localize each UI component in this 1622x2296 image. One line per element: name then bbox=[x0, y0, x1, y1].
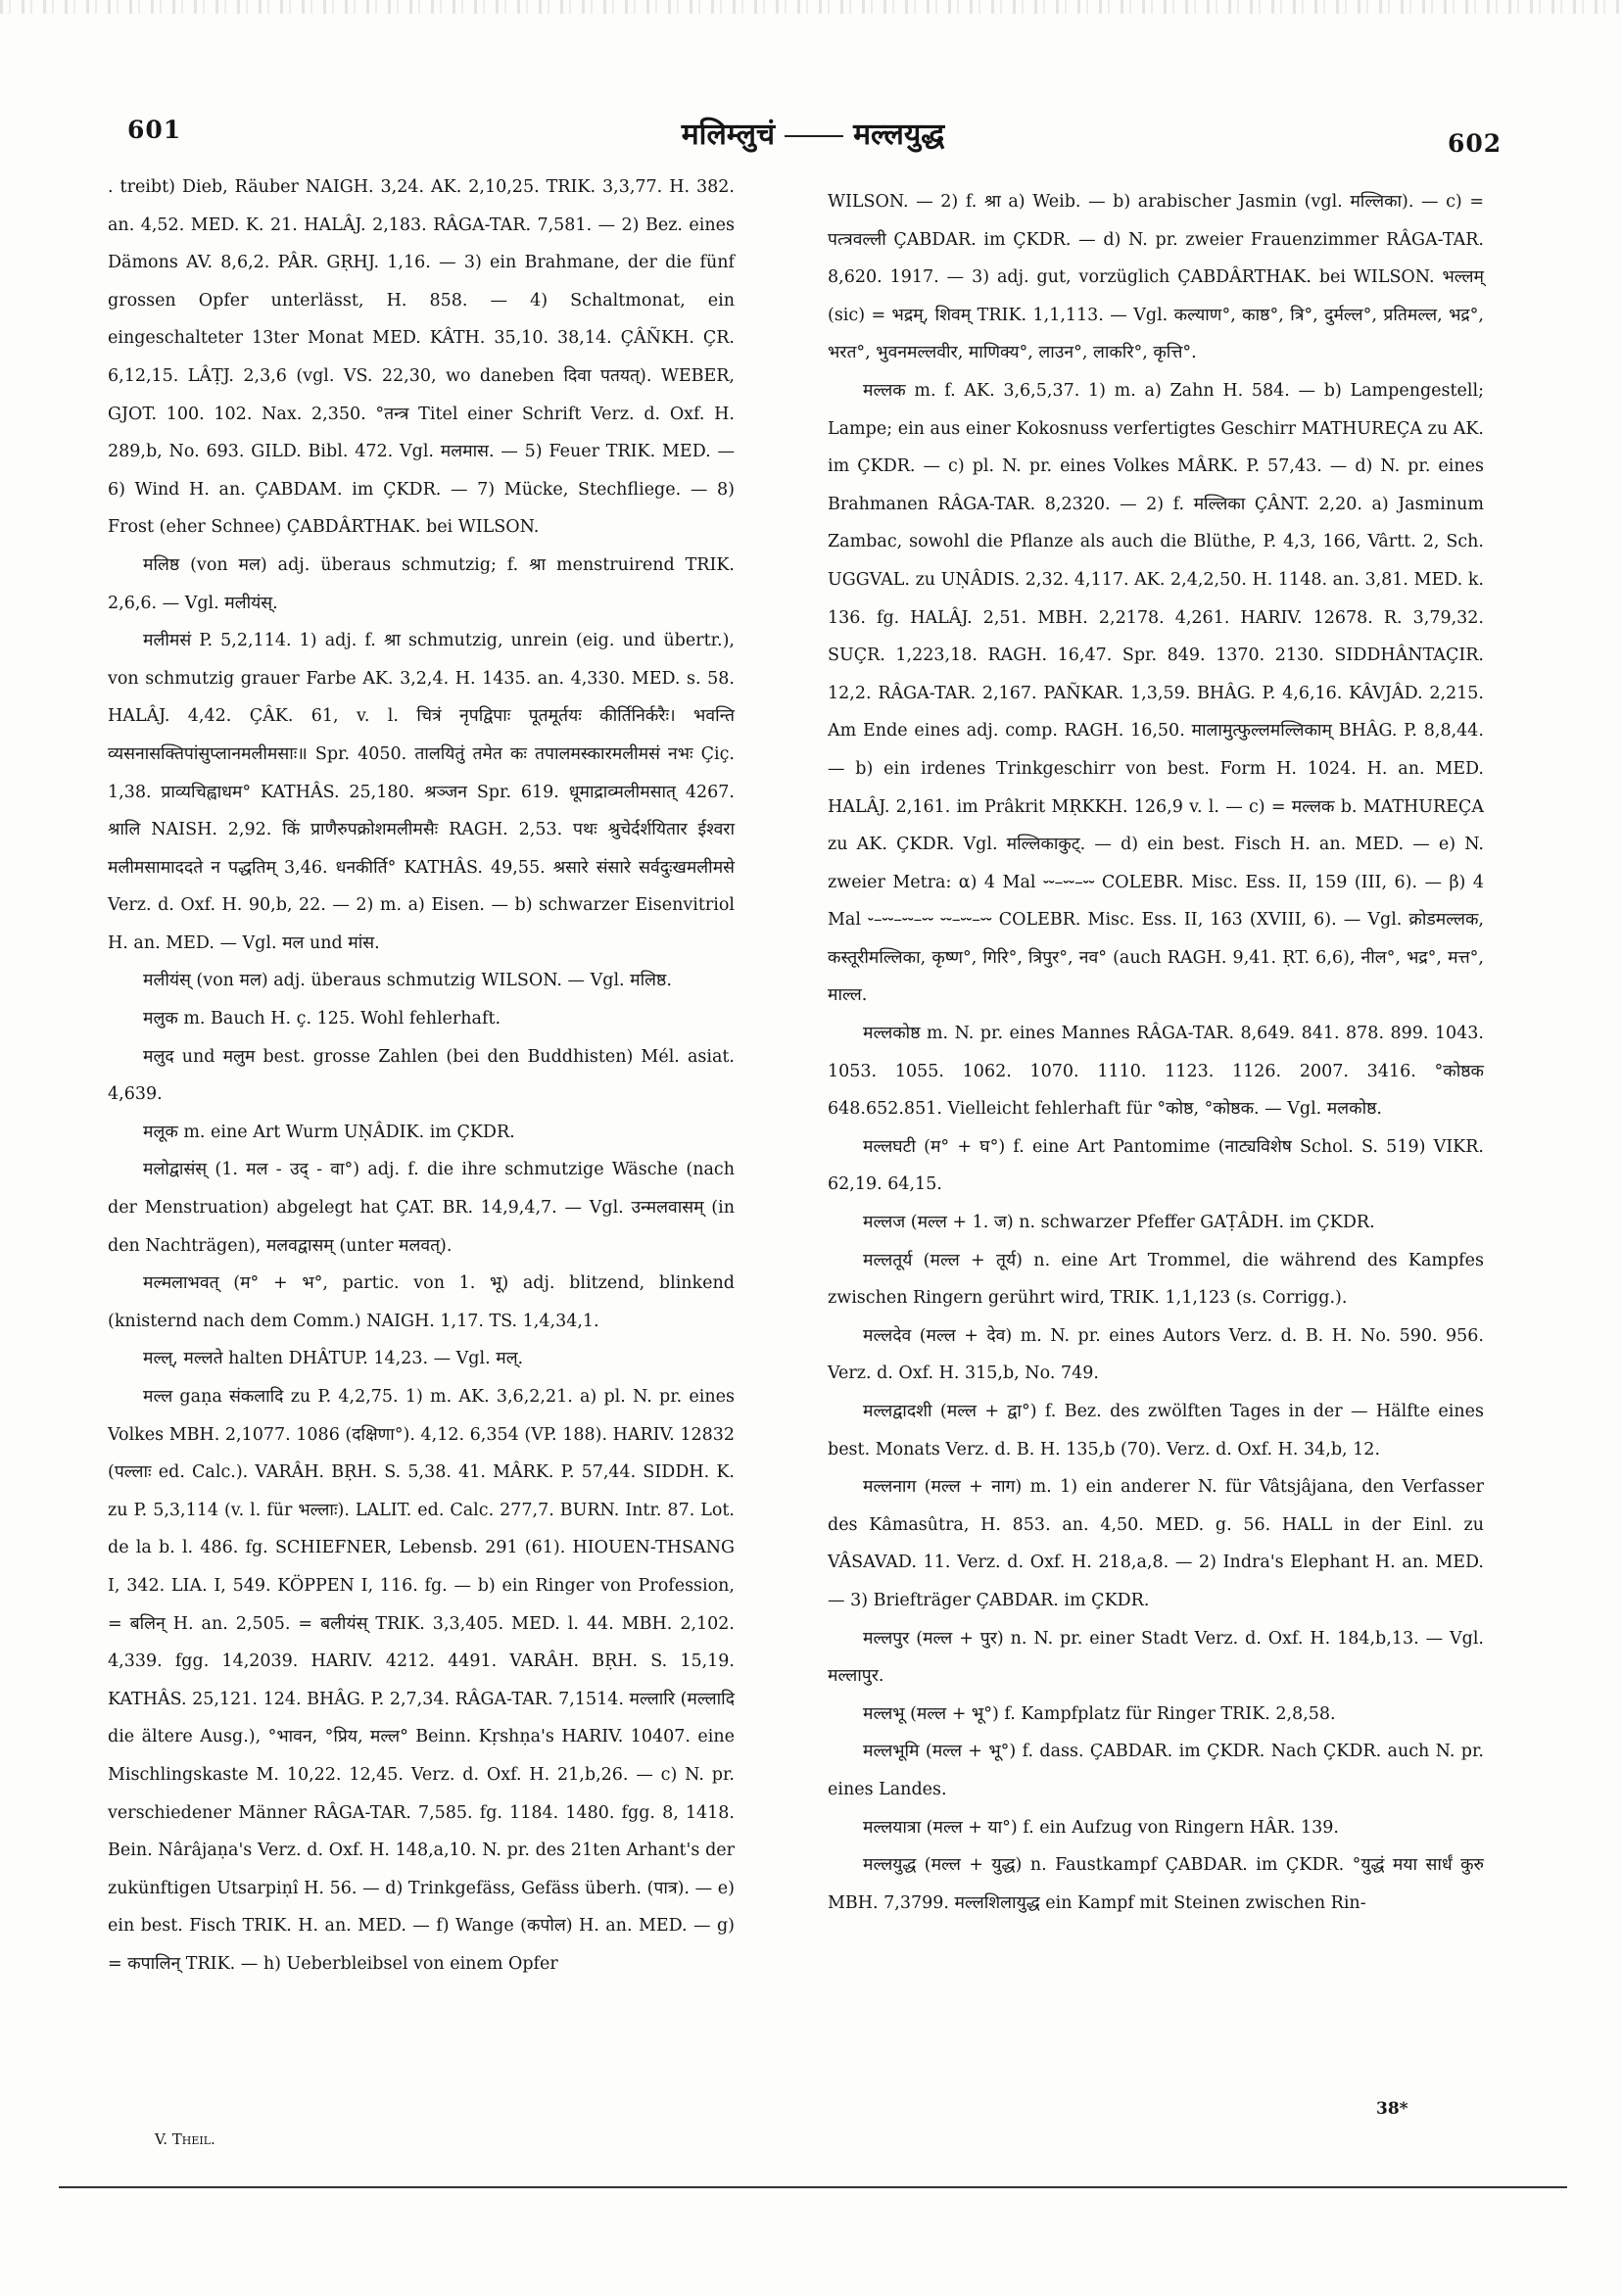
dictionary-entry: मल्लद्वादशी (मल्ल + द्वा°) f. Bez. des zwölften Tages in der — Hälfte eines best. Monats Verz. d. B. H. 135,b (70). Verz. d. Oxf. H. 34,b, 12. bbox=[828, 1402, 1484, 1459]
header-first-word: मलिम्लुचं bbox=[681, 118, 776, 152]
dictionary-entry: मल्लभू (मल्ल + भू°) f. Kampfplatz für Ringer TRIK. 2,8,58. bbox=[863, 1703, 1336, 1724]
dictionary-entry: मलीयंस् (von मल) adj. überaus schmutzig WILSON. — Vgl. मलिष्ठ. bbox=[143, 971, 672, 991]
page-number-left: 601 bbox=[127, 116, 182, 144]
scan-noise bbox=[0, 0, 1622, 14]
left-column bbox=[108, 168, 735, 1984]
dictionary-entry: मल्लतूर्य (मल्ल + तूर्य) n. eine Art Trommel, die während des Kampfes zwischen Ringern gerührt wird, TRIK. 1,1,123 (s. Corrigg.). bbox=[828, 1250, 1484, 1309]
signature-left: V. Theil. bbox=[155, 2130, 215, 2148]
dictionary-entry: मल्लक m. f. AK. 3,6,5,37. 1) m. a) Zahn H. 584. — b) Lampengestell; Lampe; ein aus einer Kokosnuss verfertigtes Geschirr MATHUREÇA zu AK. im ÇKDR. — c) pl. N. pr. eines Volkes MÂRK. P. 57,43. — d) N. pr. eines Brahmanen RÂGA-TAR. 8,2320. — 2) f. मल्लिका ÇÂNT. 2,20. a) Jasminum Zambac, sowohl die Pflanze als auch die Blüthe, P. 4,3, 166, Vârtt. 2, Sch. UGGVAL. zu UṆÂDIS. 2,32. 4,117. AK. 2,4,2,50. H. 1148. an. 3,81. MED. k. 136. fg. HALÂJ. 2,51. MBH. 2,2178. 4,261. HARIV. 12678. R. 3,79,32. SUÇR. 1,223,18. RAGH. 16,47. Spr. 849. 1370. 2130. SIDDHÂNTAÇIR. 12,2. RÂGA-TAR. 2,167. PAÑKAR. 1,3,59. BHÂG. P. 4,6,16. KÂVJÂD. 2,215. Am Ende eines adj. comp. RAGH. 16,50. मालामुत्फुल्लमल्लिकाम् BHÂG. P. 8,8,44. — b) ein irdenes Trinkgeschirr von best. Form H. 1024. H. an. MED. HALÂJ. 2,161. im Prâkrit MṚKKH. 126,9 v. l. — c) = मल्लक b. MATHUREÇA zu AK. ÇKDR. Vgl. मल्लिकाकुट्. — d) ein best. Fisch H. an. MED. — e) N. zweier Metra: α) 4 Mal ⏑⏑–⏑⏑–⏑⏑ COLEBR. Misc. Ess. II, 159 (III, 6). — β) 4 Mal ⏑–⏑⏑–⏑⏑–⏑⏑ ⏑⏑–⏑⏑–⏑⏑ COLEBR. Misc. Ess. II, 163 (XVIII, 6). — Vgl. क्रोडमल्लक, कस्तूरीमल्लिका, कृष्ण°, गिरि°, त्रिपुर°, नव° (auch RAGH. 9,41. ṚT. 6,6), नील°, भद्र°, मत्त°, माल्ल. bbox=[828, 380, 1484, 1006]
page-number-right: 602 bbox=[1448, 129, 1503, 158]
dictionary-entry: मल्लयुद्ध (मल्ल + युद्ध) n. Faustkampf ÇABDAR. im ÇKDR. °युद्धं मया सार्धं कुरु MBH. 7,3799. मल्लशिलायुद्ध ein Kampf mit Steinen zwischen Rin- bbox=[828, 1855, 1484, 1913]
dictionary-entry: मल्ल्, मल्लते halten DHÂTUP. 14,23. — Vgl. मल्. bbox=[143, 1349, 524, 1369]
dictionary-entry: मलुद und मलुम best. grosse Zahlen (bei den Buddhisten) Mél. asiat. 4,639. bbox=[108, 1046, 735, 1105]
dictionary-entry: मल्लपुर (मल्ल + पुर) n. N. pr. einer Stadt Verz. d. Oxf. H. 184,b,13. — Vgl. मल्लापुर. bbox=[828, 1628, 1484, 1687]
dictionary-entry: मल्मलाभवत् (म° + भ°, partic. von 1. भू) adj. blitzend, blinkend (knisternd nach dem Comm.) NAIGH. 1,17. TS. 1,4,34,1. bbox=[108, 1273, 735, 1331]
dictionary-entry: . treibt) Dieb, Räuber NAIGH. 3,24. AK. 2,10,25. TRIK. 3,3,77. H. 382. an. 4,52. MED. K. 21. HALÂJ. 2,183. RÂGA-TAR. 7,581. — 2) Bez. eines Dämons AV. 8,6,2. PÂR. GṚHJ. 1,16. — 3) ein Brahmane, der die fünf grossen Opfer unterlässt, H. 858. — 4) Schaltmonat, ein eingeschalteter 13ter Monat MED. KÂTH. 35,10. 38,14. ÇÂÑKH. ÇR. 6,12,15. LÂṬJ. 2,3,6 (vgl. VS. 22,30, wo daneben दिवा पतयत्). WEBER, GJOT. 100. 102. Nax. 2,350. °तन्त्र Titel einer Schrift Verz. d. Oxf. H. 289,b, No. 693. GILD. Bibl. 472. Vgl. मलमास. — 5) Feuer TRIK. MED. — 6) Wind H. an. ÇABDAM. im ÇKDR. — 7) Mücke, Stechfliege. — 8) Frost (eher Schnee) ÇABDÂRTHAK. bei WILSON. bbox=[108, 177, 735, 538]
right-column bbox=[828, 183, 1484, 1922]
signature-right: 38* bbox=[1376, 2099, 1408, 2119]
running-header bbox=[666, 113, 960, 153]
dictionary-entry: मलिष्ठ (von मल) adj. überaus schmutzig; f. श्रा menstruirend TRIK. 2,6,6. — Vgl. मलीयंस्. bbox=[108, 554, 735, 613]
header-last-word: मल्लयुद्ध bbox=[853, 118, 945, 152]
dictionary-entry: मलीमसं P. 5,2,114. 1) adj. f. श्रा schmutzig, unrein (eig. und übertr.), von schmutzig grauer Farbe AK. 3,2,4. H. 1435. an. 4,330. MED. s. 58. HALÂJ. 4,42. ÇÂK. 61, v. l. चित्रं नृपद्विपाः पूतमूर्तयः कीर्तिनिर्करैः। भवन्ति व्यसनासक्तिपांसुप्लानमलीमसाः॥ Spr. 4050. तालयितुं तमेत कः तपालमस्कारमलीमसं नभः Çiç. 1,38. प्राव्यचिह्वाधम° KATHÂS. 25,180. श्रञ्जन Spr. 619. धूमाद्राव्मलीमसात् 4267. श्रालि NAISH. 2,92. किं प्राणैरुपक्रोशमलीमसैः RAGH. 2,53. पथः श्रुचेर्दर्शयितार ईश्वरा मलीमसामाददते न पद्धतिम् 3,46. धनकीर्ति° KATHÂS. 49,55. श्रसारे संसारे सर्वदुःखमलीमसे Verz. d. Oxf. H. 90,b, 22. — 2) m. a) Eisen. — b) schwarzer Eisenvitriol H. an. MED. — Vgl. मल und मांस. bbox=[108, 631, 735, 953]
dictionary-entry: मल्लनाग (मल्ल + नाग) m. 1) ein anderer N. für Vâtsjâjana, den Verfasser des Kâmasûtra, H. 853. an. 4,50. MED. g. 56. HALL in der Einl. zu VÂSAVAD. 11. Verz. d. Oxf. H. 218,a,8. — 2) Indra's Elephant H. an. MED. — 3) Briefträger ÇABDAR. im ÇKDR. bbox=[828, 1477, 1484, 1610]
dictionary-entry: मलूक m. eine Art Wurm UṆÂDIK. im ÇKDR. bbox=[143, 1122, 515, 1142]
bottom-rule bbox=[59, 2186, 1567, 2188]
dictionary-entry: मलोद्वासंस् (1. मल - उद् - वा°) adj. f. die ihre schmutzige Wäsche (nach der Menstruation) abgelegt hat ÇAT. BR. 14,9,4,7. — Vgl. उन्मलवासम् (in den Nachträgen), मलवद्वासम् (unter मलवत्). bbox=[108, 1160, 735, 1256]
dictionary-entry: मल्लकोष्ठ m. N. pr. eines Mannes RÂGA-TAR. 8,649. 841. 878. 899. 1043. 1053. 1055. 1062. 1070. 1110. 1123. 1126. 2007. 3416. °कोष्ठक 648.652.851. Vielleicht fehlerhaft für °कोष्ठ, °कोष्ठक. — Vgl. मलकोष्ठ. bbox=[828, 1024, 1484, 1120]
dictionary-entry: WILSON. — 2) f. श्रा a) Weib. — b) arabischer Jasmin (vgl. मल्लिका). — c) = पत्त्रवल्ली ÇABDAR. im ÇKDR. — d) N. pr. zweier Frauenzimmer RÂGA-TAR. 8,620. 1917. — 3) adj. gut, vorzüglich ÇABDÂRTHAK. bei WILSON. भल्लम् (sic) = भद्रम्, शिवम् TRIK. 1,1,113. — Vgl. कल्याण°, काष्ठ°, त्रि°, दुर्मल्ल°, प्रतिमल्ल, भद्र°, भरत°, भुवनमल्लवीर, माणिक्य°, लाउन°, लाकरि°, कृत्ति°. bbox=[828, 192, 1484, 363]
dictionary-entry: मल्लदेव (मल्ल + देव) m. N. pr. eines Autors Verz. d. B. H. No. 590. 956. Verz. d. Oxf. H. 315,b, No. 749. bbox=[828, 1325, 1484, 1384]
dictionary-entry: मल्लज (मल्ल + 1. ज) n. schwarzer Pfeffer GAṬÂDH. im ÇKDR. bbox=[863, 1213, 1375, 1233]
dictionary-entry: मलुक m. Bauch H. ç. 125. Wohl fehlerhaft. bbox=[143, 1009, 501, 1029]
header-dash bbox=[785, 135, 843, 137]
dictionary-entry: मल्लघटी (म° + घ°) f. eine Art Pantomime (नाट्यविशेष Schol. S. 519) VIKR. 62,19. 64,15. bbox=[828, 1136, 1484, 1195]
dictionary-entry: मल्ल gaṇa संकलादि zu P. 4,2,75. 1) m. AK. 3,6,2,21. a) pl. N. pr. eines Volkes MBH. 2,1077. 1086 (दक्षिणा°). 4,12. 6,354 (VP. 188). HARIV. 12832 (पल्लाः ed. Calc.). VARÂH. BṚH. S. 5,38. 41. MÂRK. P. 57,44. SIDDH. K. zu P. 5,3,114 (v. l. für भल्लाः). LALIT. ed. Calc. 277,7. BURN. Intr. 87. Lot. de la b. l. 486. fg. SCHIEFNER, Lebensb. 291 (61). HIOUEN-THSANG I, 342. LIA. I, 549. KÖPPEN I, 116. fg. — b) ein Ringer von Profession, = बलिन् H. an. 2,505. = बलीयंस् TRIK. 3,3,405. MED. l. 44. MBH. 2,102. 4,339. fgg. 14,2039. HARIV. 4212. 4491. VARÂH. BṚH. S. 15,19. KATHÂS. 25,121. 124. BHÂG. P. 2,7,34. RÂGA-TAR. 7,1514. मल्लारि (मल्लादि die ältere Ausg.), °भावन, °प्रिय, मल्ल° Beinn. Kṛshṇa's HARIV. 10407. eine Mischlingskaste M. 10,22. 12,45. Verz. d. Oxf. H. 21,b,26. — c) N. pr. verschiedener Männer RÂGA-TAR. 7,585. fg. 1184. 1480. fgg. 8, 1418. Bein. Nârâjaṇa's Verz. d. Oxf. H. 148,a,10. N. pr. des 21ten Arhant's der zukünftigen Utsarpiṇî H. 56. — d) Trinkgefäss, Gefäss überh. (पात्र). — e) ein best. Fisch TRIK. H. an. MED. — f) Wange (कपोल) H. an. MED. — g) = कपालिन् TRIK. — h) Ueberbleibsel von einem Opfer bbox=[108, 1387, 735, 1974]
dictionary-entry: मल्लयात्रा (मल्ल + या°) f. ein Aufzug von Ringern HÂR. 139. bbox=[863, 1817, 1339, 1838]
dictionary-entry: मल्लभूमि (मल्ल + भू°) f. dass. ÇABDAR. im ÇKDR. Nach ÇKDR. auch N. pr. eines Landes. bbox=[828, 1742, 1484, 1799]
